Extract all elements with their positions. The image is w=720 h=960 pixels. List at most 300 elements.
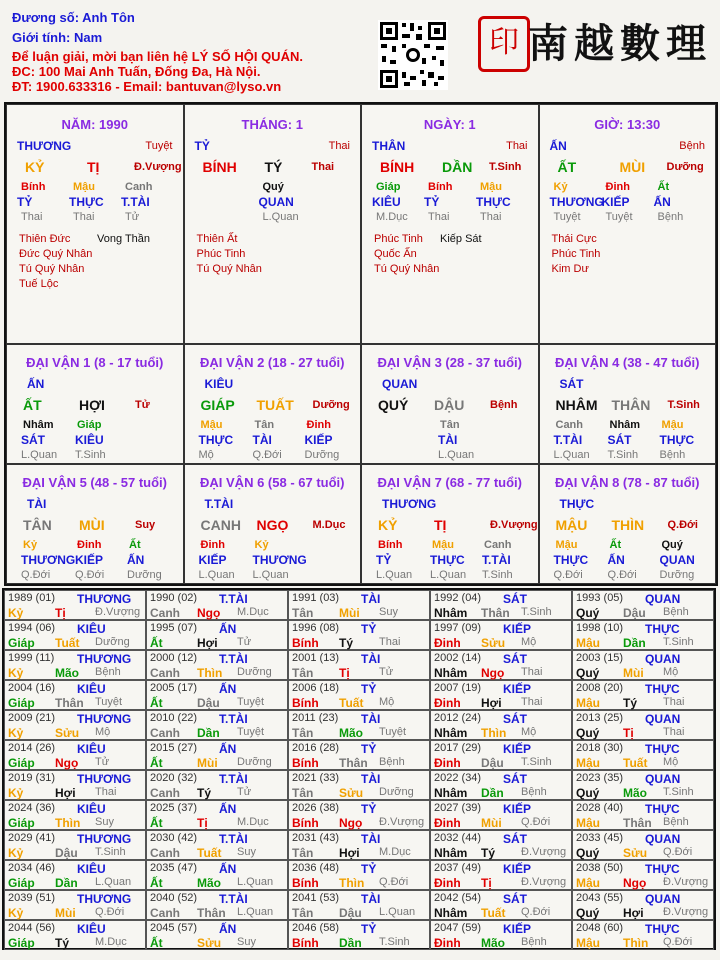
year-branch: Dậu <box>197 696 220 710</box>
year-stage: Đ.Vượng <box>521 846 567 858</box>
year-branch: Dậu <box>623 606 646 620</box>
dai-van-cell <box>361 344 539 464</box>
year-label: 2022 (34) <box>434 772 482 784</box>
star-label: Phúc Tinh <box>196 248 246 260</box>
year-branch: Mão <box>339 726 363 740</box>
year-stage: T.Sinh <box>521 756 552 768</box>
dai-van-phase: Đ.Vượng <box>490 519 538 531</box>
year-label: 2036 (48) <box>292 862 340 874</box>
pillar-god: TỶ <box>194 139 210 153</box>
year-stem: Giáp <box>8 816 35 830</box>
year-label: 2017 (29) <box>434 742 482 754</box>
year-god: SÁT <box>503 832 527 846</box>
hidden-stage: Tuyệt <box>605 211 633 223</box>
dv-hidden-god: T.TÀI <box>553 433 583 447</box>
hidden-stem: Giáp <box>376 181 401 193</box>
dv-hidden-god: KIẾP <box>304 433 333 447</box>
year-label: 2042 (54) <box>434 892 482 904</box>
pillar-stem: KỶ <box>25 159 45 175</box>
year-stem: Mậu <box>576 936 600 950</box>
star-label: Đức Quý Nhân <box>19 248 93 260</box>
year-branch: Ngọ <box>55 756 79 770</box>
star-label: Phúc Tinh <box>551 248 601 260</box>
year-label: 2011 (23) <box>292 712 339 724</box>
pillar-status: Thai <box>506 140 528 152</box>
year-branch: Thân <box>481 606 510 620</box>
dai-van-branch: HỢI <box>79 397 105 413</box>
year-branch: Ngọ <box>481 666 505 680</box>
year-stage: Bệnh <box>521 936 547 948</box>
hidden-stage: Tuyệt <box>553 211 581 223</box>
dai-van-stem: CANH <box>200 517 241 533</box>
year-stage: Thai <box>521 666 543 678</box>
pillar-stem: BÍNH <box>202 159 237 175</box>
hidden-stem: Mậu <box>73 181 95 193</box>
star-label: Kiếp Sát <box>440 233 482 245</box>
year-label: 2023 (35) <box>576 772 624 784</box>
year-label: 2001 (13) <box>292 652 340 664</box>
year-cell <box>430 740 572 770</box>
year-god: SÁT <box>503 712 527 726</box>
year-label: 2004 (16) <box>8 682 56 694</box>
dai-van-branch: TỊ <box>434 517 447 533</box>
year-cell <box>4 770 146 800</box>
year-stage: Tử <box>95 756 110 768</box>
dv-hidden-stem: Kỷ <box>23 539 38 551</box>
year-stage: Q.Đới <box>521 816 551 828</box>
hidden-god: KIẾP <box>601 195 630 209</box>
hidden-stem: Đinh <box>605 181 630 193</box>
year-cell <box>4 710 146 740</box>
year-stage: T.Sinh <box>521 606 552 618</box>
dv-hidden-stem: Đinh <box>306 419 331 431</box>
dv-hidden-stem: Ất <box>609 539 622 551</box>
dv-hidden-stage: Q.Đới <box>75 569 105 581</box>
year-table <box>2 588 716 950</box>
pillar-cell <box>361 104 539 344</box>
year-stem: Tân <box>292 726 314 740</box>
star-label: Tú Quý Nhân <box>19 263 85 275</box>
year-god: SÁT <box>503 892 527 906</box>
year-stem: Kỷ <box>8 906 24 920</box>
year-label: 2009 (21) <box>8 712 56 724</box>
year-god: QUAN <box>645 772 681 786</box>
dai-van-heading: ĐẠI VẬN 3 (28 - 37 tuổi) <box>377 355 522 370</box>
dv-hidden-stage: Q.Đới <box>553 569 583 581</box>
pillar-branch: TÝ <box>264 159 283 175</box>
year-cell <box>4 800 146 830</box>
year-stage: Tuyệt <box>379 726 407 738</box>
year-label: 2041 (53) <box>292 892 340 904</box>
year-label: 2014 (26) <box>8 742 56 754</box>
chart-grid <box>4 102 718 586</box>
year-cell <box>572 830 714 860</box>
year-stem: Kỷ <box>8 726 24 740</box>
year-stem: Bính <box>292 696 319 710</box>
year-cell <box>288 890 430 920</box>
year-god: SÁT <box>503 772 527 786</box>
year-stem: Quý <box>576 606 600 620</box>
year-stem: Giáp <box>8 756 35 770</box>
year-cell <box>572 650 714 680</box>
year-label: 2000 (12) <box>150 652 198 664</box>
year-branch: Mùi <box>481 816 502 830</box>
year-stem: Đinh <box>434 876 461 890</box>
year-label: 1992 (04) <box>434 592 482 604</box>
pillar-phase: T.Sinh <box>489 161 522 173</box>
year-label: 1999 (11) <box>8 652 55 664</box>
year-branch: Ngọ <box>197 606 221 620</box>
year-stem: Giáp <box>8 636 35 650</box>
year-stage: Mộ <box>663 756 679 768</box>
year-branch: Tý <box>339 636 354 650</box>
dv-hidden-stem: Giáp <box>77 419 102 431</box>
year-cell <box>146 650 288 680</box>
year-stem: Canh <box>150 906 180 920</box>
year-label: 1996 (08) <box>292 622 340 634</box>
dai-van-stem: KỶ <box>378 517 398 533</box>
dv-hidden-stage: Dưỡng <box>127 569 162 581</box>
year-god: QUAN <box>645 832 681 846</box>
contact-line-2: ĐC: 100 Mai Anh Tuấn, Đống Đa, Hà Nội. <box>12 64 261 79</box>
year-stem: Bính <box>292 636 319 650</box>
year-stage: Bệnh <box>95 666 121 678</box>
year-branch: Thìn <box>197 666 223 680</box>
dai-van-heading: ĐẠI VẬN 6 (58 - 67 tuổi) <box>200 475 345 490</box>
year-stage: Thai <box>379 636 401 648</box>
year-god: TÀI <box>361 832 381 846</box>
year-branch: Hợi <box>197 636 218 650</box>
dai-van-stem: NHÂM <box>555 397 598 413</box>
year-god: QUAN <box>645 712 681 726</box>
year-cell <box>4 590 146 620</box>
dai-van-stem: ẤT <box>23 397 42 413</box>
year-stage: Q.Đới <box>663 936 693 948</box>
dv-hidden-god: THƯƠNG <box>252 553 307 567</box>
year-cell <box>430 890 572 920</box>
year-god: KIÊU <box>77 742 106 756</box>
year-stem: Canh <box>150 846 180 860</box>
star-label: Tú Quý Nhân <box>196 263 262 275</box>
year-cell <box>146 590 288 620</box>
pillar-status: Tuyệt <box>145 140 173 152</box>
dv-hidden-god: THƯƠNG <box>21 553 76 567</box>
year-stage: Suy <box>95 816 114 828</box>
hidden-stem: Mậu <box>480 181 502 193</box>
year-stem: Ất <box>150 816 163 830</box>
year-label: 2020 (32) <box>150 772 198 784</box>
year-god: TỶ <box>361 682 377 696</box>
year-cell <box>572 860 714 890</box>
year-branch: Tý <box>197 786 212 800</box>
year-god: KIẾP <box>503 862 532 876</box>
year-cell <box>288 680 430 710</box>
year-cell <box>572 710 714 740</box>
year-stem: Quý <box>576 786 600 800</box>
year-cell <box>430 830 572 860</box>
year-god: TÀI <box>361 712 381 726</box>
pillar-branch: TỊ <box>87 159 100 175</box>
dv-hidden-god: TÀI <box>252 433 272 447</box>
year-stage: Bệnh <box>379 756 405 768</box>
year-god: ẤN <box>219 862 237 876</box>
year-branch: Dần <box>339 936 362 950</box>
pillar-stem: BÍNH <box>380 159 415 175</box>
subject-name: Đương số: Anh Tôn <box>12 10 135 25</box>
year-stem: Kỷ <box>8 666 24 680</box>
dai-van-cell <box>184 344 362 464</box>
year-stem: Nhâm <box>434 846 468 860</box>
year-god: TỶ <box>361 802 377 816</box>
year-cell <box>146 620 288 650</box>
dv-hidden-stem: Mậu <box>432 539 454 551</box>
year-god: TÀI <box>361 892 381 906</box>
pillar-branch: MÙI <box>619 159 646 175</box>
dv-hidden-stage: Q.Đới <box>607 569 637 581</box>
year-branch: Tuất <box>623 756 648 770</box>
year-branch: Mão <box>197 876 221 890</box>
dv-hidden-stem: Canh <box>484 539 512 551</box>
year-god: KIÊU <box>77 622 106 636</box>
dai-van-cell <box>6 344 184 464</box>
pillar-god: THƯƠNG <box>17 139 72 153</box>
year-label: 2045 (57) <box>150 922 198 934</box>
year-stage: T.Sinh <box>95 846 126 858</box>
year-cell <box>430 800 572 830</box>
year-branch: Dần <box>623 636 646 650</box>
year-label: 2012 (24) <box>434 712 482 724</box>
year-label: 2046 (58) <box>292 922 340 934</box>
year-stem: Đinh <box>434 936 461 950</box>
pillar-heading: THÁNG: 1 <box>241 117 303 132</box>
year-cell <box>430 680 572 710</box>
year-stage: Đ.Vượng <box>663 906 709 918</box>
year-stage: Mộ <box>521 726 537 738</box>
year-god: SÁT <box>503 592 527 606</box>
year-branch: Mão <box>623 786 647 800</box>
year-stem: Ất <box>150 696 163 710</box>
year-label: 2043 (55) <box>576 892 624 904</box>
year-stem: Ất <box>150 936 163 950</box>
pillar-heading: NGÀY: 1 <box>423 117 476 132</box>
year-god: THỰC <box>645 802 680 816</box>
year-cell <box>288 650 430 680</box>
year-stem: Tân <box>292 786 314 800</box>
dai-van-branch: DẬU <box>434 397 465 413</box>
year-cell <box>572 920 714 950</box>
dv-hidden-god: SÁT <box>21 433 45 447</box>
year-label: 2016 (28) <box>292 742 340 754</box>
year-label: 1993 (05) <box>576 592 624 604</box>
dai-van-branch: THÌN <box>611 517 645 533</box>
star-label: Quốc Ấn <box>374 248 417 260</box>
year-stem: Mậu <box>576 756 600 770</box>
year-stem: Đinh <box>434 696 461 710</box>
year-branch: Sửu <box>197 936 222 950</box>
pillar-cell <box>184 104 362 344</box>
year-stem: Tân <box>292 606 314 620</box>
year-god: SÁT <box>503 652 527 666</box>
year-god: THỰC <box>645 862 680 876</box>
dai-van-god: T.TÀI <box>204 497 234 511</box>
dv-hidden-god: KIÊU <box>75 433 104 447</box>
year-branch: Dần <box>481 786 504 800</box>
dai-van-heading: ĐẠI VẬN 4 (38 - 47 tuổi) <box>555 355 700 370</box>
dv-hidden-stage: L.Quan <box>252 569 289 581</box>
year-cell <box>572 740 714 770</box>
year-stem: Bính <box>292 756 319 770</box>
hidden-stem: Bính <box>428 181 453 193</box>
year-god: KIẾP <box>503 922 532 936</box>
dai-van-god: THƯƠNG <box>382 497 437 511</box>
dv-hidden-stage: L.Quan <box>21 449 58 461</box>
year-label: 2044 (56) <box>8 922 56 934</box>
year-stage: Tuyệt <box>95 696 123 708</box>
year-god: T.TÀI <box>219 772 248 786</box>
contact-line-1: Để luận giải, mời bạn liên hệ LÝ SỐ HỘI QUÁN. <box>12 49 303 64</box>
year-cell <box>146 680 288 710</box>
year-cell <box>4 650 146 680</box>
header <box>0 0 720 100</box>
star-label: Thiên Đức <box>19 233 71 245</box>
dai-van-god: KIÊU <box>204 377 234 391</box>
dai-van-god: TÀI <box>27 497 47 511</box>
hidden-god: ẤN <box>653 195 671 209</box>
star-label: Tuế Lộc <box>19 278 59 290</box>
year-label: 2032 (44) <box>434 832 482 844</box>
year-stem: Canh <box>150 606 180 620</box>
year-branch: Tuất <box>197 846 222 860</box>
year-stage: Mộ <box>521 636 537 648</box>
year-god: THƯƠNG <box>77 592 132 606</box>
hidden-god: THƯƠNG <box>549 195 604 209</box>
year-cell <box>146 740 288 770</box>
year-stem: Nhâm <box>434 726 468 740</box>
year-label: 2035 (47) <box>150 862 198 874</box>
hidden-stem: Ất <box>657 181 670 193</box>
year-stem: Nhâm <box>434 906 468 920</box>
year-cell <box>146 710 288 740</box>
year-stem: Ất <box>150 876 163 890</box>
year-stem: Mậu <box>576 876 600 890</box>
hidden-stage: Thai <box>73 211 95 223</box>
year-cell <box>572 800 714 830</box>
dai-van-cell <box>6 464 184 584</box>
dv-hidden-stage: Q.Đới <box>21 569 51 581</box>
year-branch: Mão <box>55 666 79 680</box>
year-branch: Dậu <box>55 846 78 860</box>
dai-van-branch: NGỌ <box>256 517 289 533</box>
hidden-stage: Thai <box>480 211 502 223</box>
pillar-heading: GIỜ: 13:30 <box>594 117 661 132</box>
year-stage: Mộ <box>95 726 111 738</box>
year-branch: Thân <box>55 696 84 710</box>
year-god: ẤN <box>219 682 237 696</box>
year-label: 2021 (33) <box>292 772 340 784</box>
year-branch: Tý <box>481 846 496 860</box>
year-branch: Tuất <box>339 696 364 710</box>
year-cell <box>146 920 288 950</box>
hidden-stem: Kỷ <box>553 181 568 193</box>
year-stage: Dưỡng <box>95 636 130 648</box>
dv-hidden-god: SÁT <box>607 433 632 447</box>
year-cell <box>572 620 714 650</box>
year-label: 2029 (41) <box>8 832 56 844</box>
dai-van-stem: GIÁP <box>200 397 235 413</box>
year-stage: M.Dục <box>237 816 269 828</box>
dv-hidden-stem: Kỷ <box>254 539 269 551</box>
year-stem: Đinh <box>434 816 461 830</box>
year-stem: Tân <box>292 846 314 860</box>
year-label: 2002 (14) <box>434 652 482 664</box>
hidden-stem: Canh <box>125 181 153 193</box>
year-label: 1997 (09) <box>434 622 482 634</box>
dv-hidden-stem: Bính <box>378 539 403 551</box>
dv-hidden-stem: Đinh <box>200 539 225 551</box>
dv-hidden-stage: Bệnh <box>659 449 686 461</box>
year-cell <box>4 890 146 920</box>
dai-van-cell <box>539 344 717 464</box>
hidden-stem: Quý <box>262 181 284 193</box>
hidden-stem: Bính <box>21 181 46 193</box>
dai-van-branch: TUẤT <box>256 397 294 413</box>
year-stem: Mậu <box>576 696 600 710</box>
hidden-god: KIÊU <box>372 195 401 209</box>
hidden-god: TỶ <box>424 195 440 209</box>
year-stage: Đ.Vượng <box>663 876 709 888</box>
year-cell <box>4 740 146 770</box>
year-stem: Tân <box>292 666 314 680</box>
year-stage: Q.Đới <box>379 876 409 888</box>
year-branch: Sửu <box>481 636 506 650</box>
year-stage: Tuyệt <box>237 726 265 738</box>
dai-van-cell <box>361 464 539 584</box>
year-label: 2013 (25) <box>576 712 624 724</box>
year-label: 2019 (31) <box>8 772 56 784</box>
year-god: KIẾP <box>503 742 532 756</box>
year-cell <box>4 860 146 890</box>
dai-van-phase: Suy <box>135 519 156 531</box>
hidden-stage: Thai <box>428 211 450 223</box>
year-god: KIẾP <box>503 682 532 696</box>
dv-hidden-stem: Nhâm <box>609 419 641 431</box>
year-stem: Quý <box>576 726 600 740</box>
year-god: T.TÀI <box>219 712 248 726</box>
year-cell <box>146 800 288 830</box>
dv-hidden-god: QUAN <box>659 553 695 567</box>
year-branch: Sửu <box>623 846 648 860</box>
dv-hidden-stage: L.Quan <box>376 569 413 581</box>
year-label: 1998 (10) <box>576 622 624 634</box>
year-branch: Tị <box>339 666 350 680</box>
year-label: 2034 (46) <box>8 862 56 874</box>
star-label: Kim Dư <box>551 263 589 275</box>
year-stage: M.Dục <box>95 936 127 948</box>
year-god: TÀI <box>361 772 381 786</box>
year-god: THƯƠNG <box>77 892 132 906</box>
dv-hidden-stage: Dưỡng <box>304 449 340 461</box>
pillar-heading: NĂM: 1990 <box>61 117 128 132</box>
year-cell <box>146 770 288 800</box>
year-label: 2007 (19) <box>434 682 482 694</box>
year-god: T.TÀI <box>219 592 248 606</box>
dv-hidden-god: THỰC <box>553 553 589 567</box>
year-stage: Mộ <box>663 666 679 678</box>
year-god: KIẾP <box>503 802 532 816</box>
dai-van-cell <box>184 464 362 584</box>
dv-hidden-god: KIẾP <box>198 553 227 567</box>
year-label: 2039 (51) <box>8 892 56 904</box>
